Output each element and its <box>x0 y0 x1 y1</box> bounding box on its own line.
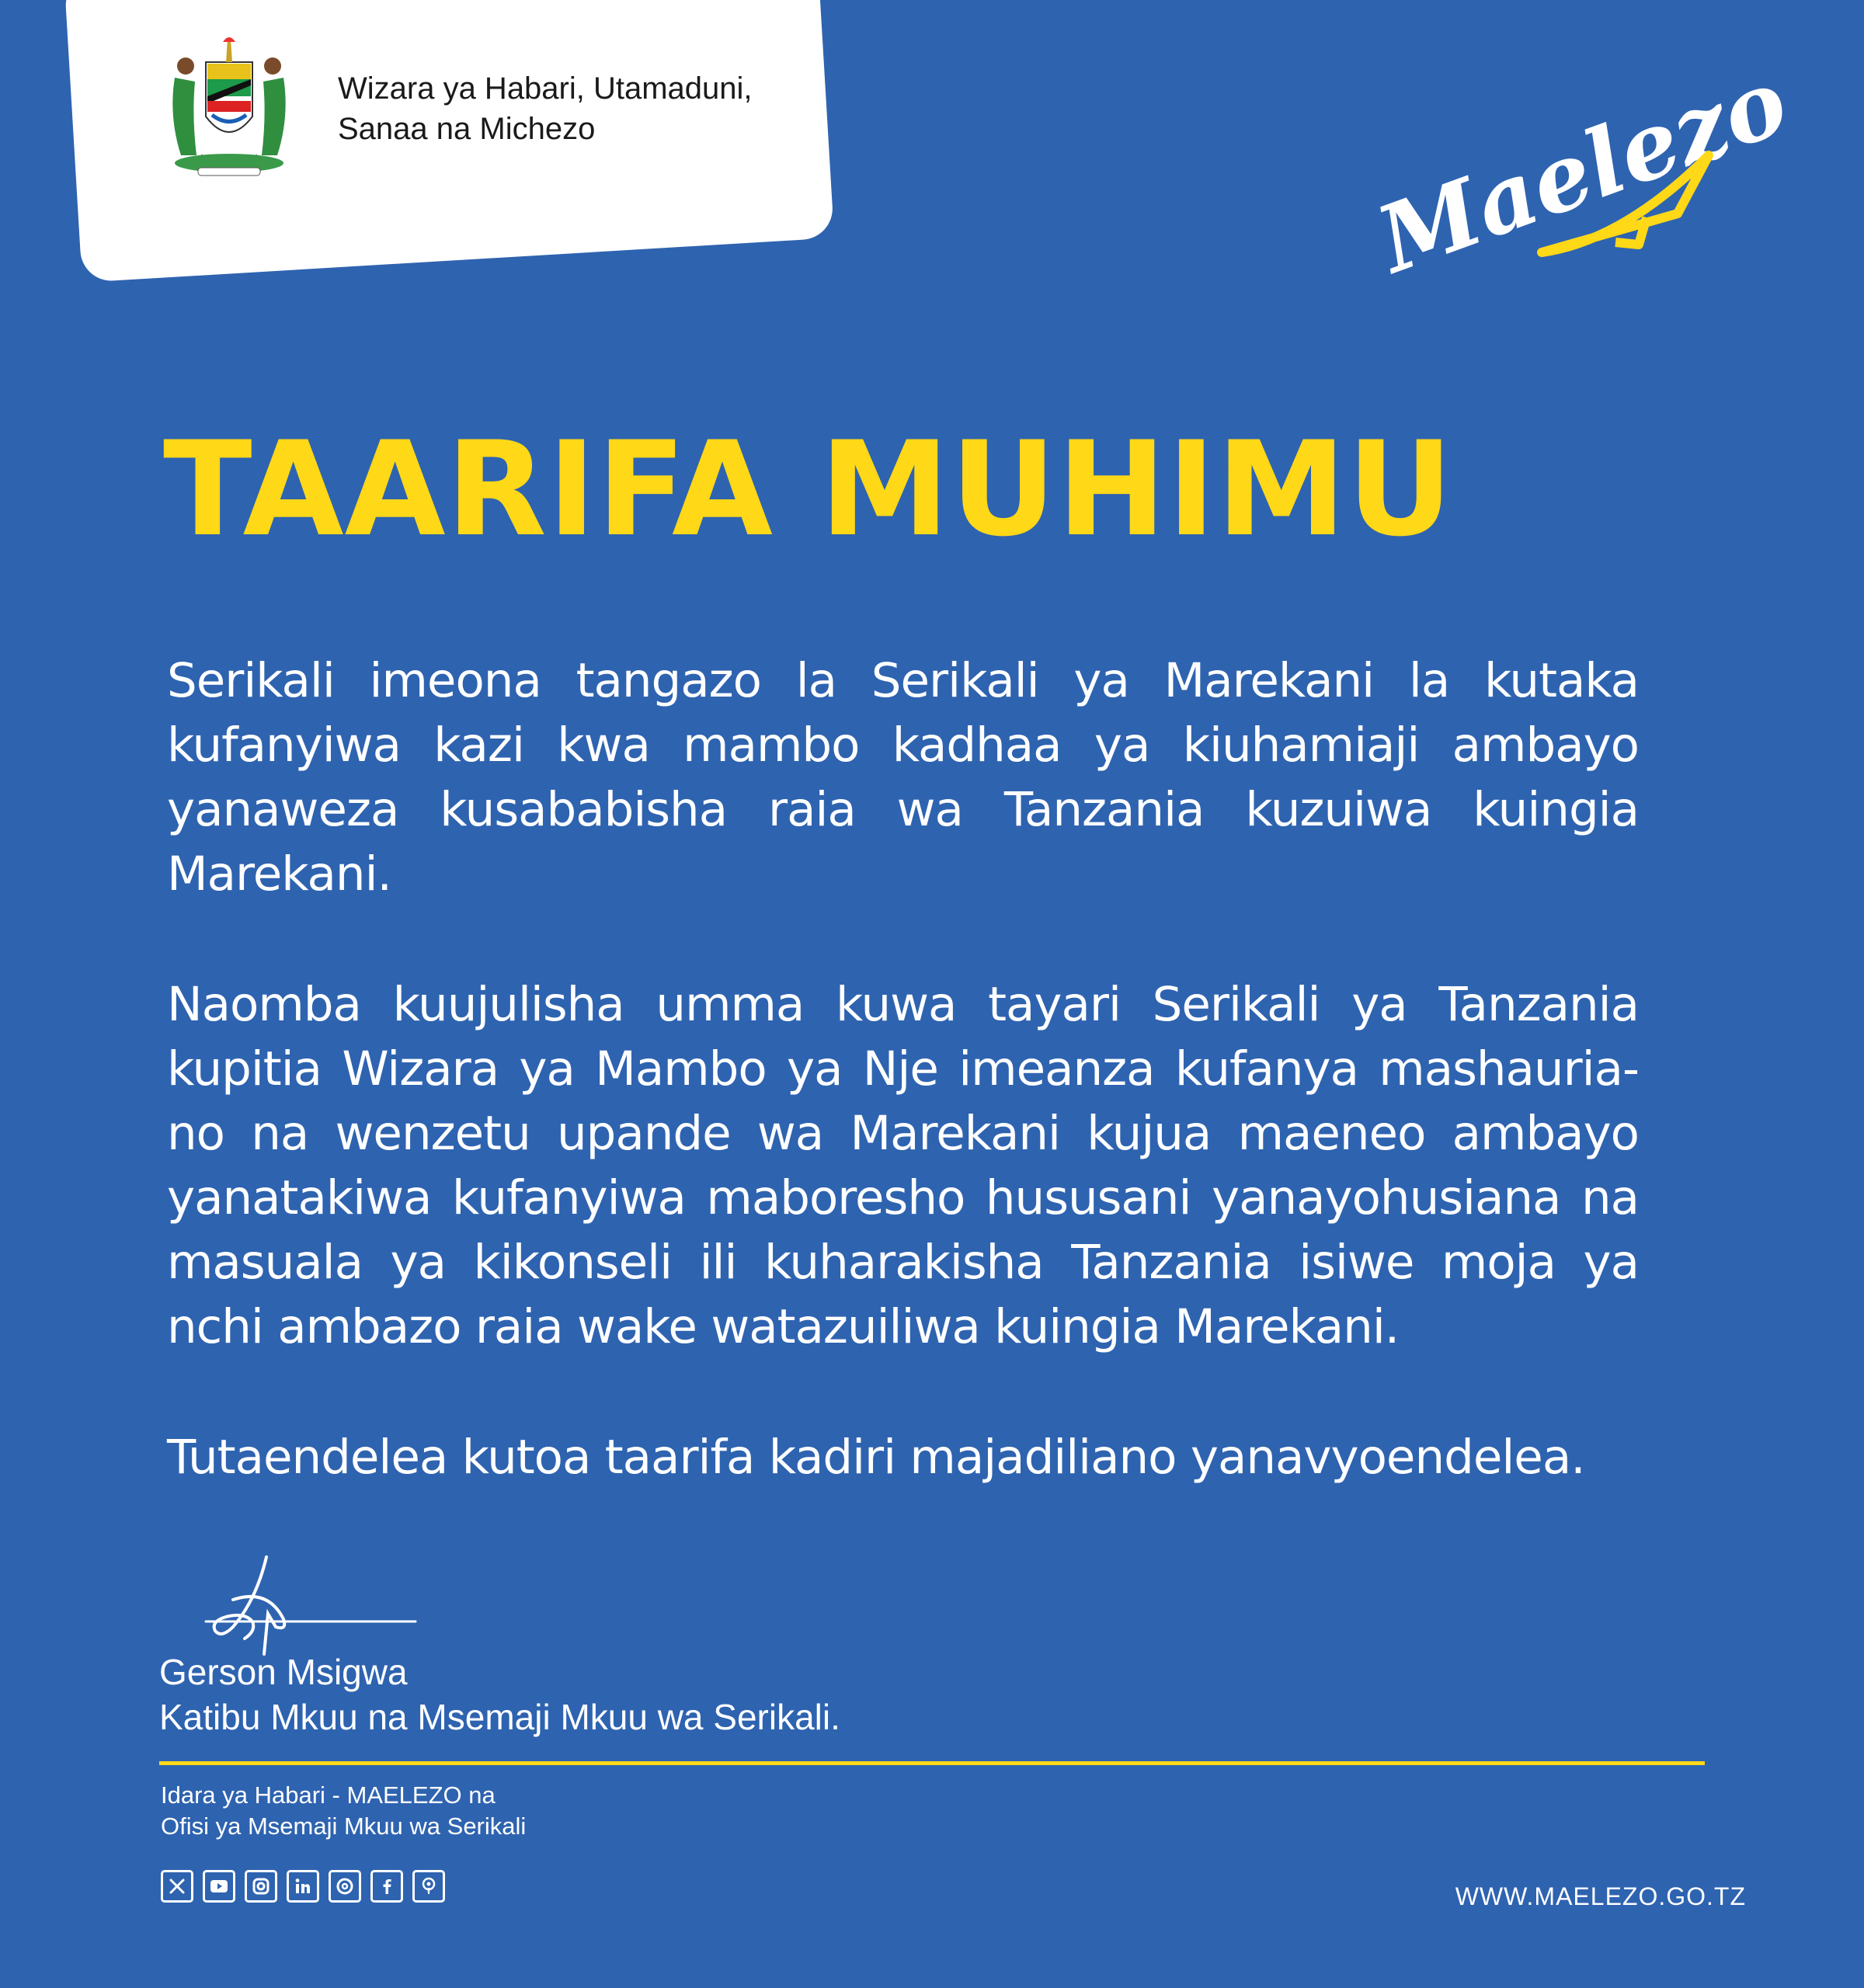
footer-org-line-2: Ofisi ya Msemaji Mkuu wa Serikali <box>161 1812 527 1840</box>
website-link[interactable]: WWW.MAELEZO.GO.TZ <box>1455 1882 1746 1910</box>
x-icon[interactable] <box>161 1870 193 1903</box>
threads-icon[interactable] <box>329 1870 361 1903</box>
ministry-header <box>151 31 753 186</box>
paragraph-3: Tutaendelea kutoa taarifa kadiri majadiliano yanavyoendelea. <box>167 1430 1585 1485</box>
podcast-icon[interactable] <box>412 1870 445 1903</box>
ministry-line-2: Sanaa na Michezo <box>338 112 596 146</box>
footer-org-line-1: Idara ya Habari - MAELEZO na <box>161 1781 496 1809</box>
facebook-icon[interactable] <box>370 1870 403 1903</box>
paragraph-2: Naomba kuujulisha umma kuwa tayari Serikali ya Tanzania kupitia Wizara ya Mambo ya Nje imeanza kufanya mashauria-no na wenzetu upande wa Marekani kujua maeneo ambayo yanatakiwa kufanyiwa maboresho hususani yanayohusiana na masuala ya kikonseli ili kuharakisha Tanzania isiwe moja ya nchi ambazo raia wake watazuiliwa kuingia Marekani. <box>167 977 1639 1354</box>
signer-title: Katibu Mkuu na Msemaji Mkuu wa Serikali. <box>159 1697 840 1737</box>
page-title: TAARIFA MUHIMU <box>163 413 1454 565</box>
signer-name: Gerson Msigwa <box>159 1652 408 1692</box>
maelezo-logo <box>1359 47 1801 294</box>
paragraph-1: Serikali imeona tangazo la Serikali ya Marekani la kutaka kufanyiwa kazi kwa mambo kadhaa ya kiuhamiaji ambayo yanaweza kusababisha raia wa Tanzania kuzuiwa kuingia Marekani. <box>167 653 1639 902</box>
linkedin-icon[interactable] <box>287 1870 319 1903</box>
ministry-line-1: Wizara ya Habari, Utamaduni, <box>338 71 753 106</box>
maelezo-logo-text: Maelezo <box>1364 47 1801 294</box>
ministry-name <box>338 68 753 149</box>
youtube-icon[interactable] <box>203 1870 235 1903</box>
social-links <box>161 1870 454 1903</box>
instagram-icon[interactable] <box>245 1870 277 1903</box>
coat-of-arms-icon <box>151 31 307 186</box>
statement-body <box>167 648 1639 1555</box>
footer-divider <box>159 1761 1705 1765</box>
footer-organization <box>161 1780 526 1842</box>
